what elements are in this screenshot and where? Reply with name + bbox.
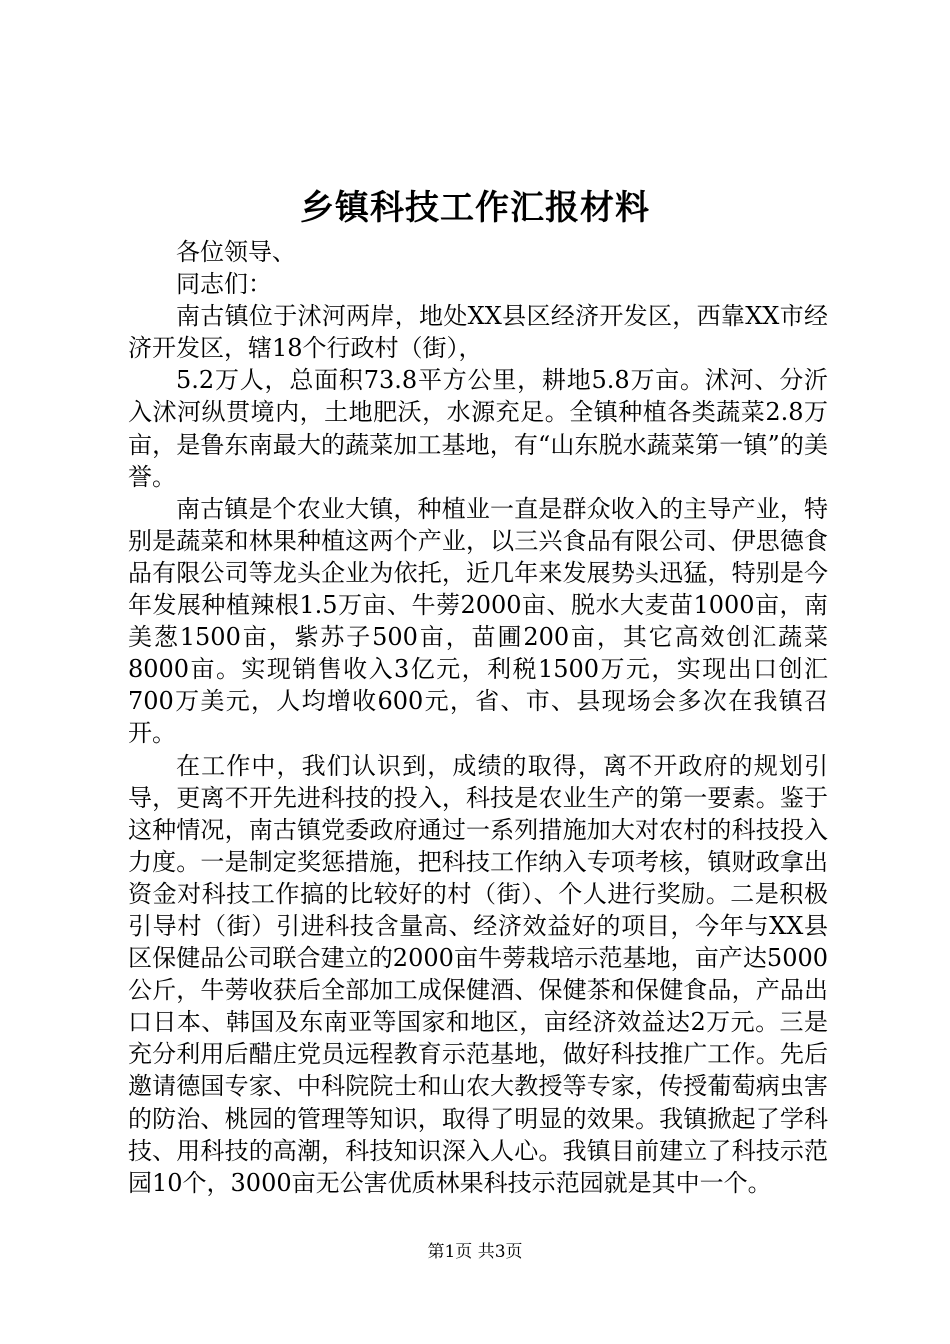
body-paragraph: 在工作中，我们认识到，成绩的取得，离不开政府的规划引导，更离不开先进科技的投入，科技是农业生产的第一要素。鉴于这种情况，南古镇党委政府通过一系列措施加大对农村的科技投入力度。一是制定奖惩措施，把科技工作纳入专项考核，镇财政拿出资金对科技工作搞的比较好的村（街）、个人进行奖励。二是积极引导村（街）引进科技含量高、经济效益好的项目，今年与XX县区保健品公司联合建立的2000亩牛蒡栽培示范基地，亩产达5000公斤，牛蒡收获后全部加工成保健酒、保健茶和保健食品，产品出口日本、韩国及东南亚等国家和地区，亩经济效益达2万元。三是充分利用后醋庄党员远程教育示范基地，做好科技推广工作。先后邀请德国专家、中科院院士和山农大教授等专家，传授葡萄病虫害的防治、桃园的管理等知识，取得了明显的效果。我镇掀起了学科技、用科技的高潮，科技知识深入人心。我镇目前建立了科技示范园10个，3000亩无公害优质林果科技示范园就是其中一个。 (128, 751, 828, 1197)
body-paragraph: 南古镇是个农业大镇，种植业一直是群众收入的主导产业，特别是蔬菜和林果种植这两个产业，以三兴食品有限公司、伊思德食品有限公司等龙头企业为依托，近几年来发展势头迅猛，特别是今年发展种植辣根1.5万亩、牛蒡2000亩、脱水大麦苗1000亩，南美葱1500亩，紫苏子500亩，苗圃200亩，其它高效创汇蔬菜8000亩。实现销售收入3亿元，利税1500万元，实现出口创汇700万美元，人均增收600元，省、市、县现场会多次在我镇召开。 (128, 494, 828, 748)
document-title: 乡镇科技工作汇报材料 (300, 188, 650, 228)
salutation-line: 同志们： (176, 270, 272, 299)
page-number-footer: 第1页 共3页 (427, 1242, 523, 1262)
salutation-line: 各位领导、 (176, 238, 296, 266)
body-paragraph: 南古镇位于沭河两岸，地处XX县区经济开发区，西靠XX市经济开发区，辖18个行政村（街）， (128, 302, 828, 363)
body-paragraph: 5.2万人，总面积73.8平方公里，耕地5.8万亩。沭河、分沂入沭河纵贯境内，土地肥沃，水源充足。全镇种植各类蔬菜2.8万亩，是鲁东南最大的蔬菜加工基地，有“山东脱水蔬菜第一镇”的美誉。 (128, 366, 828, 491)
document-body (128, 236, 828, 1199)
